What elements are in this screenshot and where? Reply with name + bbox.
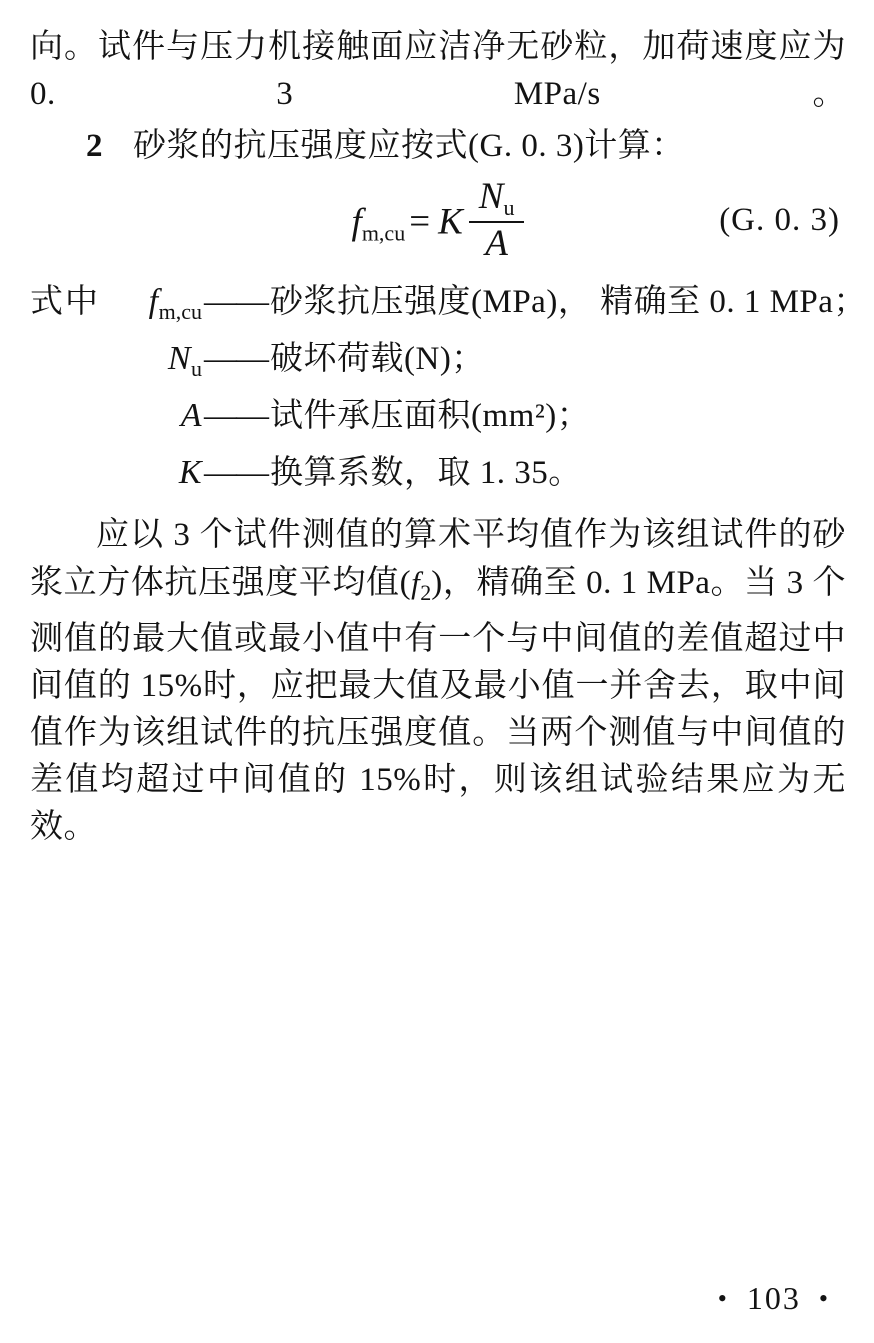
definition-description: 换算系数，取 1. 35。 bbox=[270, 455, 582, 491]
definition-variable bbox=[114, 335, 202, 392]
definition-variable bbox=[114, 278, 202, 335]
formula-coefficient: K bbox=[438, 201, 463, 243]
formula-block bbox=[30, 174, 846, 278]
formula-lhs-subscript: m,cu bbox=[361, 220, 406, 246]
numerator-subscript: u bbox=[503, 195, 515, 220]
top-paragraph-line bbox=[30, 24, 846, 118]
denominator-variable: A bbox=[485, 223, 508, 265]
symbol-definitions bbox=[30, 278, 867, 506]
definition-row bbox=[30, 449, 846, 506]
variable-letter: A bbox=[180, 397, 202, 434]
definition-description: 破坏荷载(N)； bbox=[270, 341, 485, 377]
clause-number: 2 bbox=[86, 128, 103, 164]
formula-equation bbox=[351, 176, 525, 268]
fraction-numerator bbox=[469, 178, 525, 223]
definition-dash: —— bbox=[204, 284, 268, 320]
definition-description: 砂浆抗压强度(MPa)， 精确至 0. 1 MPa； bbox=[270, 284, 867, 320]
f2-subscript: 2 bbox=[420, 580, 432, 605]
clause-text: 砂浆的抗压强度应按式(G. 0. 3)计算： bbox=[133, 128, 685, 164]
top-paragraph-text: 向。试件与压力机接触面应洁净无砂粒，加荷速度应为 0. 3 MPa/s。 bbox=[30, 29, 846, 112]
definition-variable bbox=[114, 449, 202, 506]
page-number-folio bbox=[718, 1280, 830, 1317]
formula-lhs-variable: f bbox=[351, 201, 362, 243]
f2-variable: f bbox=[411, 565, 421, 600]
formula-fraction bbox=[469, 178, 525, 264]
numerator-variable: N bbox=[478, 176, 504, 217]
definition-row bbox=[30, 335, 846, 392]
definition-row bbox=[30, 278, 867, 335]
folio-left-dot: • bbox=[717, 1284, 729, 1313]
fraction-denominator bbox=[469, 223, 525, 264]
variable-letter: K bbox=[178, 454, 202, 491]
variable-subscript: u bbox=[191, 356, 202, 381]
folio-right-dot: • bbox=[818, 1284, 830, 1313]
definition-variable bbox=[114, 392, 202, 449]
variable-letter: f bbox=[148, 283, 159, 320]
definition-description: 试件承压面积(mm²)； bbox=[270, 398, 591, 434]
equation-number-label: (G. 0. 3) bbox=[719, 202, 840, 238]
equals-sign: = bbox=[409, 201, 431, 243]
variable-subscript: m,cu bbox=[158, 299, 202, 324]
clause-2 bbox=[30, 123, 846, 170]
definition-row bbox=[30, 392, 846, 449]
main-paragraph bbox=[30, 512, 846, 851]
paragraph-text-part1: 应以 3 个试件测值的算术平均值作为该组试件的砂浆立方体抗压强度平均值( bbox=[30, 517, 846, 601]
variable-letter: N bbox=[167, 340, 191, 377]
definition-dash: —— bbox=[204, 398, 268, 434]
definition-dash: —— bbox=[204, 341, 268, 377]
paragraph-text-part2: )，精确至 0. 1 MPa。当 3 个测值的最大值或最小值中有一个与中间值的差值超过中间值的 15%时，应把最大值及最小值一并舍去，取中间值作为该组试件的抗压强度值。当两个测值与中间值的差值均超过中间值的 15%时，则该组试验结果应为无效。 bbox=[30, 565, 846, 845]
page-number: 103 bbox=[746, 1280, 801, 1316]
definition-dash: —— bbox=[204, 455, 268, 491]
where-label: 式中 bbox=[30, 284, 100, 320]
